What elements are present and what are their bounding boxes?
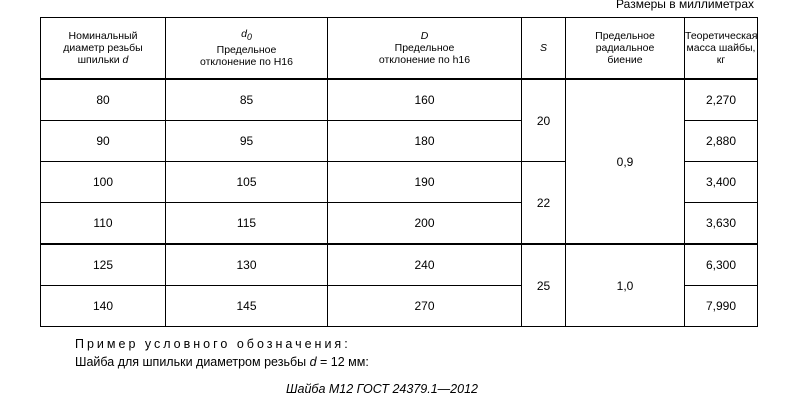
cell-mass: 3,400 [685, 162, 758, 203]
header-text: Предельное [595, 30, 655, 42]
washer-dimensions-table [40, 17, 758, 327]
cell-D: 190 [328, 162, 522, 203]
example-text [75, 355, 369, 369]
header-text: биение [607, 54, 643, 66]
cell-S: 22 [522, 162, 566, 245]
cell-S: 25 [522, 244, 566, 327]
header-text: шпильки [77, 54, 120, 66]
header-text: отклонение по h16 [378, 54, 471, 66]
cell-d0: 85 [166, 79, 328, 121]
cell-D: 160 [328, 79, 522, 121]
header-S [522, 18, 566, 80]
example-text-part: = 12 мм: [316, 355, 369, 369]
cell-d: 90 [41, 121, 166, 162]
cell-mass: 2,270 [685, 79, 758, 121]
symbol-letter: d [241, 28, 247, 41]
cell-runout: 1,0 [566, 244, 685, 327]
cell-d: 140 [41, 286, 166, 327]
symbol-D: D [420, 30, 429, 42]
cell-d0: 95 [166, 121, 328, 162]
units-note: Размеры в миллиметрах [616, 0, 754, 11]
cell-mass: 7,990 [685, 286, 758, 327]
cell-runout: 0,9 [566, 79, 685, 244]
cell-S: 20 [522, 79, 566, 162]
cell-D: 200 [328, 203, 522, 245]
symbol-S: S [539, 42, 547, 54]
cell-d0: 105 [166, 162, 328, 203]
header-text: диаметр резьбы [63, 42, 143, 54]
example-text-part: Шайба для шпильки диаметром резьбы [75, 355, 310, 369]
cell-d0: 145 [166, 286, 328, 327]
cell-mass: 6,300 [685, 244, 758, 286]
header-D [328, 18, 522, 80]
cell-d0: 130 [166, 244, 328, 286]
header-text: радиальное [595, 42, 655, 54]
cell-D: 240 [328, 244, 522, 286]
designation-example: Шайба М12 ГОСТ 24379.1—2012 [286, 382, 478, 396]
symbol-subscript: 0 [246, 32, 252, 43]
cell-mass: 3,630 [685, 203, 758, 245]
header-text: Теоретическая [685, 30, 758, 42]
cell-D: 270 [328, 286, 522, 327]
cell-d: 100 [41, 162, 166, 203]
header-text: масса шайбы, кг [686, 42, 756, 66]
cell-d: 110 [41, 203, 166, 245]
cell-D: 180 [328, 121, 522, 162]
header-text: Предельное [394, 42, 455, 54]
symbol-d: d [309, 355, 317, 369]
cell-mass: 2,880 [685, 121, 758, 162]
table-row [41, 244, 758, 286]
header-row [41, 18, 758, 80]
header-d0 [166, 18, 328, 80]
header-text: Номинальный [68, 30, 138, 42]
header-thread-diameter [41, 18, 166, 80]
cell-d0: 115 [166, 203, 328, 245]
header-text [41, 54, 165, 66]
header-text: Предельное [216, 43, 277, 56]
cell-d: 125 [41, 244, 166, 286]
symbol-d: d [122, 54, 129, 66]
example-heading: Пример условного обозначения: [75, 337, 351, 351]
header-radial-runout [566, 18, 685, 80]
cell-d: 80 [41, 79, 166, 121]
table-row [41, 79, 758, 121]
symbol-d0 [166, 28, 327, 43]
header-mass [685, 18, 758, 80]
header-text: отклонение по H16 [200, 55, 293, 68]
